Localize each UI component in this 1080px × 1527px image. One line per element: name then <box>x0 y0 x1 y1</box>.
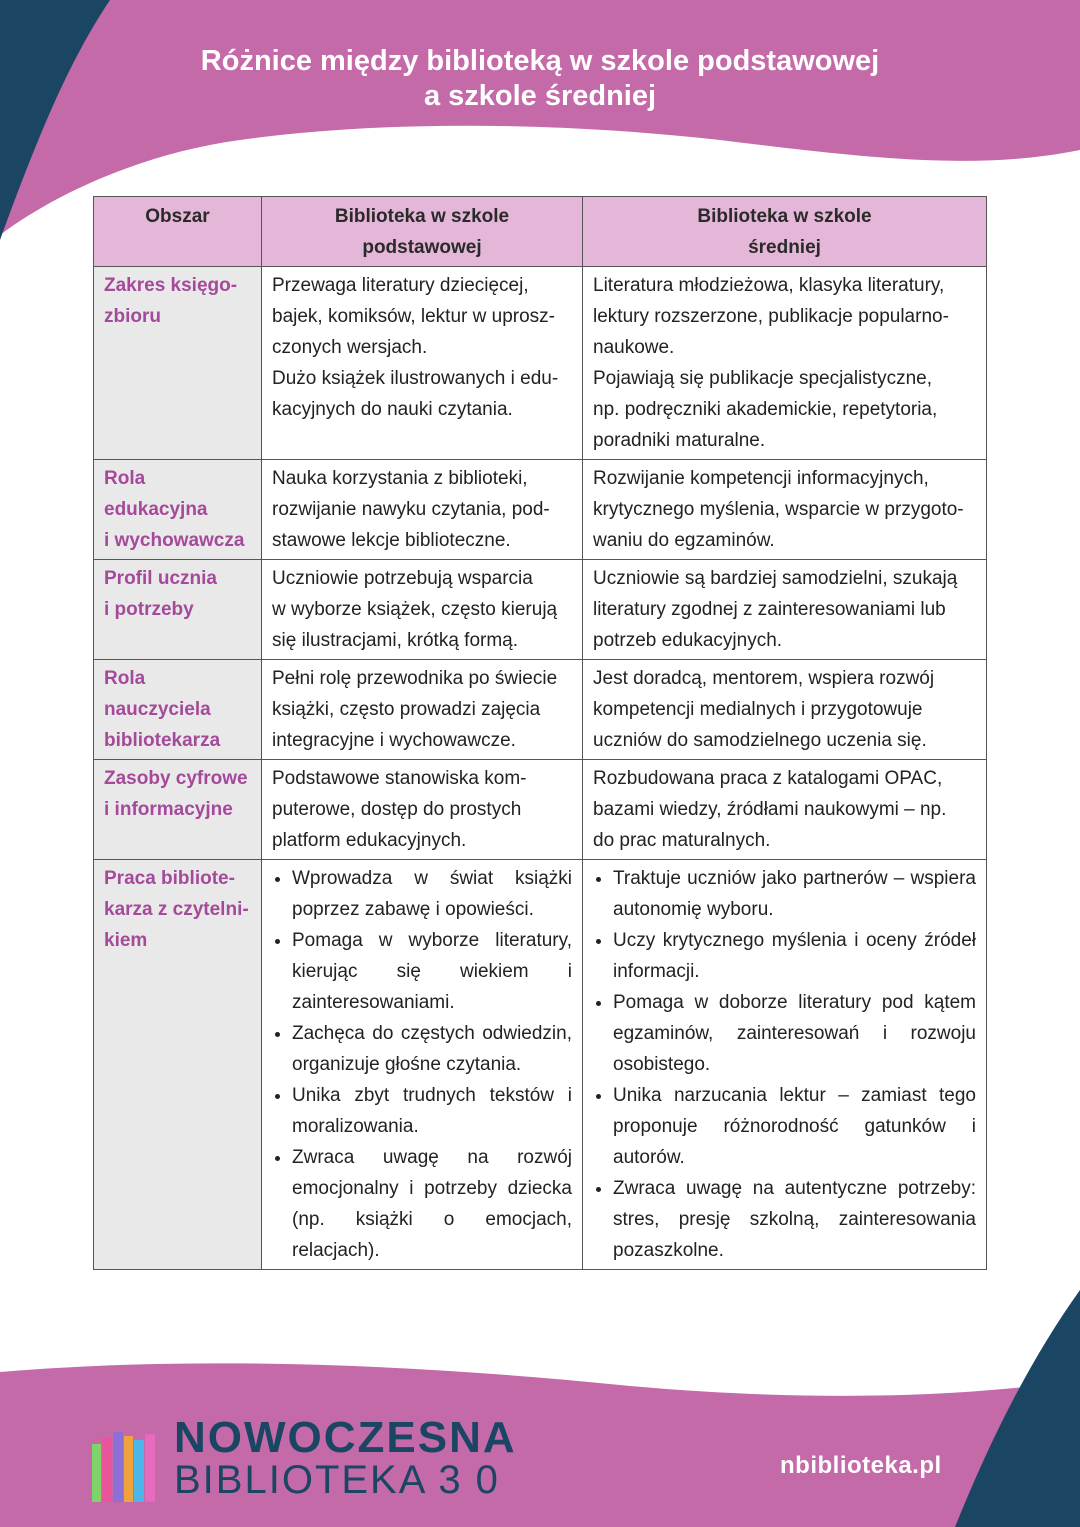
title-line-1: Różnice między biblioteką w szkole podstawowej <box>200 45 880 77</box>
comparison-table <box>93 196 987 1270</box>
secondary-cell <box>583 860 987 1270</box>
primary-cell: Przewaga literatury dziecięcej, bajek, komiksów, lektur w uprosz- czonych wersjach. Dużo książek ilustrowanych i edu- kacyjnych do nauki czytania. <box>262 267 583 460</box>
books-icon <box>92 1430 162 1502</box>
header-area: Obszar <box>94 197 262 267</box>
table-row <box>94 660 987 760</box>
list-item: • Unika narzucania lektur – zamiast tego proponuje różnorodność gatunków i autorów. <box>613 1080 976 1173</box>
logo-text-line-1: NOWOCZESNA <box>174 1413 517 1462</box>
header-primary: Biblioteka w szkole podstawowej <box>262 197 583 267</box>
header-secondary: Biblioteka w szkole średniej <box>583 197 987 267</box>
primary-cell: Nauka korzystania z biblioteki, rozwijanie nawyku czytania, pod- stawowe lekcje biblioteczne. <box>262 460 583 560</box>
website-link[interactable]: nbiblioteka.pl <box>780 1452 942 1479</box>
table-row <box>94 760 987 860</box>
area-cell: Profil ucznia i potrzeby <box>94 560 262 660</box>
area-cell: Zakres księgo- zbioru <box>94 267 262 460</box>
table-row <box>94 460 987 560</box>
list-item: • Wprowadza w świat książki poprzez zabawę i opowieści. <box>292 863 572 925</box>
table-row <box>94 560 987 660</box>
list-item: • Pomaga w wyborze literatury, kierując się wiekiem i zainteresowaniami. <box>292 925 572 1018</box>
table-header-row <box>94 197 987 267</box>
secondary-cell: Literatura młodzieżowa, klasyka literatury, lektury rozszerzone, publikacje popularno- naukowe. Pojawiają się publikacje specjalistyczne, np. podręczniki akademickie, repetytoria, poradniki maturalne. <box>583 267 987 460</box>
primary-cell: Pełni rolę przewodnika po świecie książki, często prowadzi zajęcia integracyjne i wychowawcze. <box>262 660 583 760</box>
primary-bullet-list <box>272 863 572 1266</box>
table-row <box>94 267 987 460</box>
list-item: • Unika zbyt trudnych tekstów i moralizowania. <box>292 1080 572 1142</box>
secondary-cell: Rozwijanie kompetencji informacyjnych, krytycznego myślenia, wsparcie w przygoto- waniu do egzaminów. <box>583 460 987 560</box>
table-row <box>94 860 987 1270</box>
secondary-bullet-list <box>593 863 976 1266</box>
area-cell: Zasoby cyfrowe i informacyjne <box>94 760 262 860</box>
list-item: • Uczy krytycznego myślenia i oceny źródeł informacji. <box>613 925 976 987</box>
secondary-cell: Uczniowie są bardziej samodzielni, szukają literatury zgodnej z zainteresowaniami lub potrzeb edukacyjnych. <box>583 560 987 660</box>
primary-cell: Uczniowie potrzebują wsparcia w wyborze książek, często kierują się ilustracjami, krótką formą. <box>262 560 583 660</box>
area-cell: Rola nauczyciela bibliotekarza <box>94 660 262 760</box>
secondary-cell: Rozbudowana praca z katalogami OPAC, bazami wiedzy, źródłami naukowymi – np. do prac maturalnych. <box>583 760 987 860</box>
primary-cell: Podstawowe stanowiska kom- puterowe, dostęp do prostych platform edukacyjnych. <box>262 760 583 860</box>
area-cell: Praca bibliote- karza z czytelni- kiem <box>94 860 262 1270</box>
page-title <box>0 44 1080 114</box>
area-cell: Rola edukacyjna i wychowawcza <box>94 460 262 560</box>
list-item: • Zwraca uwagę na autentyczne potrzeby: stres, presję szkolną, zainteresowania pozaszkolne. <box>613 1173 976 1266</box>
title-line-2: a szkole średniej <box>423 80 657 112</box>
list-item: • Zachęca do częstych odwiedzin, organizuje głośne czytania. <box>292 1018 572 1080</box>
list-item: • Pomaga w doborze literatury pod kątem egzaminów, zainteresowań i rozwoju osobistego. <box>613 987 976 1080</box>
logo-text-line-2: BIBLIOTEKA 3 0 <box>174 1458 500 1502</box>
secondary-cell: Jest doradcą, mentorem, wspiera rozwój kompetencji medialnych i przygotowuje uczniów do samodzielnego uczenia się. <box>583 660 987 760</box>
list-item: • Traktuje uczniów jako partnerów – wspiera autonomię wyboru. <box>613 863 976 925</box>
brand-logo <box>92 1413 517 1504</box>
primary-cell <box>262 860 583 1270</box>
list-item: • Zwraca uwagę na rozwój emocjonalny i potrzeby dziecka (np. książki o emocjach, relacjach). <box>292 1142 572 1266</box>
